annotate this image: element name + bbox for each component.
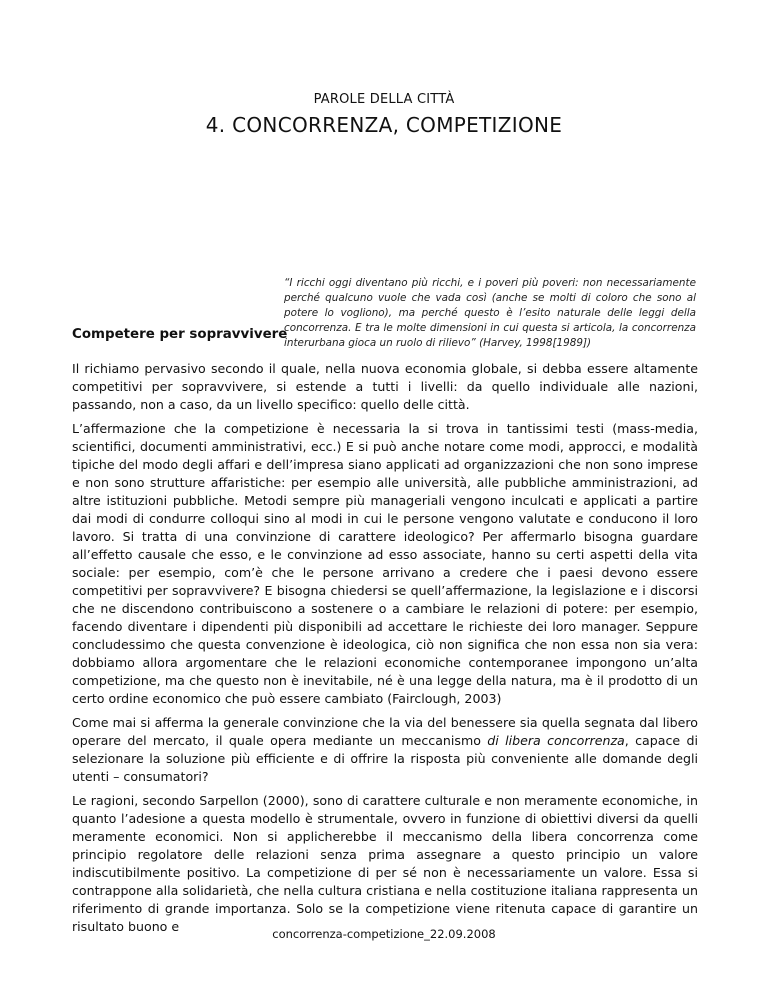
footer-filename: concorrenza-competizione_22.09.2008 bbox=[272, 927, 496, 941]
paragraph-3 bbox=[72, 714, 698, 786]
running-head: PAROLE DELLA CITTÀ bbox=[313, 92, 455, 107]
paragraph-4: Le ragioni, secondo Sarpellon (2000), sono di carattere culturale e non meramente economiche, in quanto l’adesione a questa modello è strumentale, ovvero in funzione di obiettivi diversi da quelli meramente economici. Non si applicherebbe il meccanismo della libera concorrenza come principio regolatore delle relazioni senza prima assegnare a questo principio un valore indiscutibilmente positivo. La competizione di per sé non è necessariamente un valore. Essa si contrappone alla solidarietà, che nella cultura cristiana e nella costituzione italiana rappresenta un riferimento di grande importanza. Solo se la competizione viene ritenuta capace di garantire un risultato buono e bbox=[72, 793, 698, 934]
epigraph-citation: (Harvey, 1998[1989]) bbox=[479, 337, 592, 349]
paragraph-2: L’affermazione che la competizione è necessaria la si trova in tantissimi testi (mass-media, scientifici, documenti amministrativi, ecc.) E si può anche notare come modi, approcci, e modalità tipiche del modo degli affari e dell’impresa siano applicati ad organizzazioni che non sono imprese e non sono strutture affaristiche: per esempio alle università, alle pubbliche amministrazioni, ad altre istituzioni pubbliche. Metodi sempre più manageriali vengono inculcati e applicati a partire dai modi di condurre colloqui sino al modi in cui le persone vengono valutate e conducono il loro lavoro. Si tratta di una convinzione di carattere ideologico? Per affermarlo bisogna guardare all’effetto causale che esso, e le convinzione ad esso associate, hanno su certi aspetti della vita sociale: per esempio, com’è che le persone arrivano a credere che i paesi devono essere competitivi per sopravvivere? E bisogna chiedersi se quell’affermazione, la legislazione e i discorsi che ne discendono contribuiscono a sostenere o a cambiare le relazioni di potere: per esempio, facendo diventare i dipendenti più disponibili ad accettare le richieste dei loro manager. Seppure concludessimo che questa convenzione è ideologica, ciò non significa che non essa non sia vera: dobbiamo allora argomentare che le relazioni economiche contemporanee impongono un’alta competizione, ma che questo non è inevitabile, né è una legge della natura, ma è il prodotto di un certo ordine economico che può essere cambiato (Fairclough, 2003) bbox=[72, 421, 698, 706]
page-title: 4. CONCORRENZA, COMPETIZIONE bbox=[205, 113, 563, 137]
paragraph-3-text-a: Come mai si afferma la generale convinzione che la via del benessere sia quella segnata dal libero operare del mercato, il quale opera mediante un meccanismo bbox=[72, 715, 698, 748]
paragraph-1: Il richiamo pervasivo secondo il quale, nella nuova economia globale, si debba essere altamente competitivi per sopravvivere, si estende a tutti i livelli: da quello individuale alle nazioni, passando, non a caso, da un livello specifico: quello delle città. bbox=[72, 361, 698, 412]
body-text bbox=[72, 360, 698, 942]
epigraph-text: “I ricchi oggi diventano più ricchi, e i poveri più poveri: non necessariamente perché qualcuno vuole che vada così (anche se molti di coloro che sono al potere lo vogliono), ma perché questo è l’esito naturale delle leggi della concorrenza. E tra le molte dimensioni in cui questa si articola, la concorrenza interurbana gioca un ruolo di rilievo” bbox=[284, 277, 696, 349]
epigraph-quote bbox=[284, 276, 696, 351]
paragraph-3-emphasis: di libera concorrenza bbox=[487, 733, 625, 748]
section-heading: Competere per sopravvivere bbox=[72, 327, 288, 342]
paragraph-3-text-b: , capace di selezionare la soluzione più efficiente e di offrire la risposta più conveniente alle domande degli utenti – consumatori? bbox=[72, 733, 698, 784]
